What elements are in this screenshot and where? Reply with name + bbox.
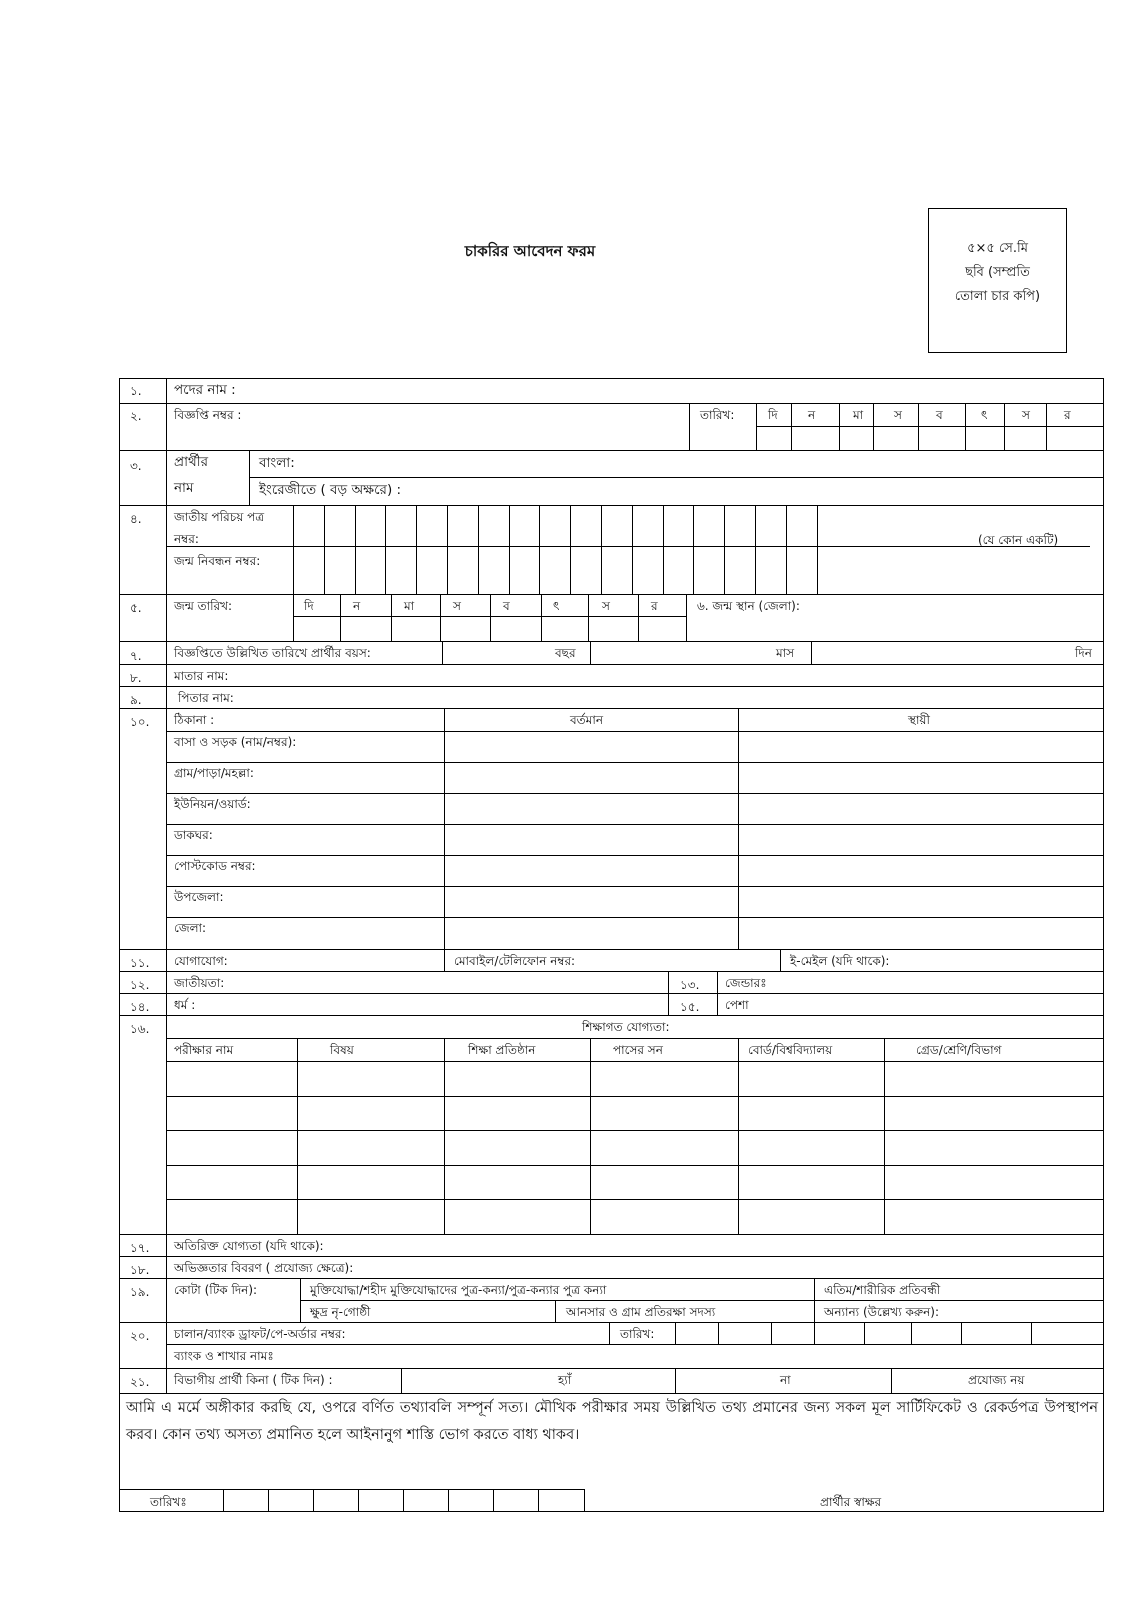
name-bangla-label: বাংলা:: [259, 455, 295, 471]
edu-header-board: বোর্ড/বিশ্ববিদ্যালয়: [748, 1043, 833, 1057]
row-13-number: ১৩.: [680, 978, 700, 992]
id-grid-divider: [755, 505, 756, 594]
id-grid-divider: [355, 505, 356, 594]
circular-date-letter-6: ৎ: [981, 408, 988, 422]
circular-date-letter-3: মা: [853, 408, 864, 422]
edu-header-exam: পরীক্ষার নাম: [174, 1043, 234, 1057]
id-grid-divider: [570, 505, 571, 594]
bank-branch-label: ব্যাংক ও শাখার নামঃ: [174, 1349, 274, 1363]
quota-ansar-vdp: আনসার ও গ্রাম প্রতিরক্ষা সদস্য: [566, 1305, 716, 1319]
row-17-number: ১৭.: [130, 1241, 150, 1255]
gender-label: জেন্ডারঃ: [725, 976, 767, 990]
mobile-label: মোবাইল/টেলিফোন নম্বর:: [454, 954, 576, 968]
address-permanent-header: স্থায়ী: [908, 713, 930, 727]
address-field-union: ইউনিয়ন/ওয়ার্ড:: [174, 797, 251, 811]
experience-label: অভিজ্ঞতার বিবরণ ( প্রযোজ্য ক্ষেত্রে):: [174, 1261, 354, 1275]
nationality-label: জাতীয়তা:: [174, 976, 225, 990]
id-grid-divider: [786, 505, 787, 594]
birth-registration-label: জন্ম নিবন্ধন নম্বর:: [174, 554, 261, 568]
id-grid-divider: [385, 505, 386, 594]
nid-label-2: নম্বর:: [174, 532, 199, 546]
religion-label: ধর্ম :: [174, 998, 196, 1012]
row-9-number: ৯.: [130, 693, 142, 707]
challan-label: চালান/ব্যাংক ড্রাফট/পে-অর্ডার নম্বর:: [174, 1327, 346, 1341]
birth-place-label: ৬. জন্ম স্থান (জেলা):: [697, 599, 800, 613]
photo-recent-text: ছবি (সম্প্রতি: [965, 265, 1030, 280]
circular-date-letter-4: স: [894, 408, 902, 422]
edu-header-grade: গ্রেড/শ্রেণি/বিভাগ: [916, 1043, 1002, 1057]
circular-date-label: তারিখ:: [700, 408, 735, 422]
education-label: শিক্ষাগত যোগ্যতা:: [582, 1020, 670, 1034]
circular-date-letter-2: ন: [808, 408, 816, 422]
quota-ethnic-minority: ক্ষুদ্র নৃ-গোষ্ঠী: [310, 1305, 371, 1319]
quota-orphan-disabled: এতিম/শারীরিক প্রতিবন্ধী: [824, 1283, 941, 1297]
row-3-number: ৩.: [130, 459, 142, 473]
quota-others: অন্যান্য (উল্লেখ্য করুন):: [824, 1305, 940, 1319]
circular-date-letter-1: দি: [768, 408, 778, 422]
row-5-number: ৫.: [130, 601, 142, 615]
edu-header-institution: শিক্ষা প্রতিষ্ঠান: [468, 1043, 536, 1057]
challan-date-label: তারিখ:: [620, 1327, 655, 1341]
quota-freedom-fighter: মুক্তিযোদ্ধা/শহীদ মুক্তিযোদ্ধাদের পুত্র-কন্যা/পুত্র-কন্যার পুত্র কন্যা: [310, 1283, 607, 1297]
row-18-number: ১৮.: [130, 1263, 150, 1277]
row-2-number: ২.: [130, 409, 142, 423]
age-label: বিজ্ঞপ্তিতে উল্লিখিত তারিখে প্রার্থীর বয়স:: [174, 646, 371, 660]
footer-date-label: তারিখঃ: [150, 1495, 187, 1509]
declaration-text: আমি এ মর্মে অঙ্গীকার করছি যে, ওপরে বর্ণিত তথ্যাবলি সম্পূর্ন সত্য। মৌখিক পরীক্ষার সময় উল্লিখিত তথ্য প্রমানের জন্য সকল মূল সার্টিফিকেট ও রেকর্ডপত্র উপস্থাপন করব। কোন তথ্য অসত্য প্রমানিত হলে আইনানুগ শাস্তি ভোগ করতে বাধ্য থাকব।: [126, 1400, 1098, 1443]
row-14-number: ১৪.: [130, 1000, 150, 1014]
address-field-postcode: পোস্টকোড নম্বর:: [174, 859, 256, 873]
id-grid-divider: [601, 505, 602, 594]
row-19-number: ১৯.: [130, 1285, 150, 1299]
id-grid-divider: [539, 505, 540, 594]
row-12-number: ১২.: [130, 978, 150, 992]
birth-date-letter-7: স: [602, 599, 610, 613]
row-8-number: ৮.: [130, 671, 142, 685]
address-field-village: গ্রাম/পাড়া/মহল্লা:: [174, 766, 254, 780]
id-grid-divider: [293, 505, 294, 594]
id-grid-divider: [324, 505, 325, 594]
post-name-label: পদের নাম :: [174, 382, 236, 398]
row-1-number: ১.: [130, 384, 142, 398]
row-7-number: ৭.: [130, 649, 142, 663]
address-present-header: বর্তমান: [570, 713, 603, 727]
option-not-applicable: প্রযোজ্য নয়: [968, 1373, 1025, 1387]
departmental-candidate-label: বিভাগীয় প্রার্থী কিনা ( টিক দিন) :: [174, 1373, 333, 1387]
birth-date-letter-4: স: [453, 599, 461, 613]
edu-header-subject: বিষয়: [330, 1043, 354, 1057]
email-label: ই-মেইল (যদি থাকে):: [790, 954, 890, 968]
birth-date-letter-3: মা: [404, 599, 415, 613]
name-english-label: ইংরেজীতে ( বড় অক্ষরে) :: [259, 482, 402, 498]
row-20-number: ২০.: [130, 1329, 150, 1343]
id-grid-divider: [724, 505, 725, 594]
birth-date-label: জন্ম তারিখ:: [174, 599, 233, 613]
quota-label: কোটা (টিক দিন):: [174, 1283, 258, 1297]
id-grid-divider: [693, 505, 694, 594]
id-grid-divider: [478, 505, 479, 594]
birth-date-letter-1: দি: [304, 599, 314, 613]
id-grid-divider: [817, 505, 818, 594]
form-title: চাকরির আবেদন ফরম: [464, 242, 596, 260]
id-grid-divider: [632, 505, 633, 594]
circular-date-letter-5: ব: [936, 408, 943, 422]
option-no: না: [780, 1373, 791, 1387]
id-grid-divider: [509, 505, 510, 594]
row-11-number: ১১.: [130, 956, 150, 970]
edu-header-passing-year: পাসের সন: [613, 1043, 663, 1057]
occupation-label: পেশা: [725, 998, 749, 1012]
circular-date-letter-7: স: [1022, 408, 1030, 422]
photo-copies-text: তোলা চার কপি): [954, 289, 1041, 304]
photo-size-text: ৫×৫ সে.মি: [967, 241, 1028, 256]
any-one-note: (যে কোন একটি): [978, 533, 1059, 547]
father-name-label: পিতার নাম:: [178, 691, 234, 705]
photo-box: [928, 208, 1067, 353]
row-16-number: ১৬.: [130, 1022, 150, 1036]
nid-label-1: জাতীয় পরিচয় পত্র: [174, 510, 265, 524]
age-month-label: মাস: [776, 646, 795, 660]
row-15-number: ১৫.: [680, 1000, 700, 1014]
circular-date-letter-8: র: [1064, 408, 1071, 422]
applicant-name-label-1: প্রার্থীর: [174, 454, 209, 470]
id-grid-divider: [416, 505, 417, 594]
address-field-house: বাসা ও সড়ক (নাম/নম্বর):: [174, 735, 297, 749]
option-yes: হ্যাঁ: [558, 1373, 572, 1387]
row-21-number: ২১.: [130, 1375, 150, 1389]
row-4-number: ৪.: [130, 512, 142, 526]
mother-name-label: মাতার নাম:: [174, 669, 229, 683]
address-field-upazila: উপজেলা:: [174, 890, 224, 904]
age-day-label: দিন: [1075, 646, 1092, 660]
circular-number-label: বিজ্ঞপ্তি নম্বর :: [174, 408, 242, 422]
row-10-number: ১০.: [130, 715, 150, 729]
birth-date-letter-8: র: [651, 599, 658, 613]
address-label: ঠিকানা :: [174, 713, 215, 727]
id-grid-divider: [663, 505, 664, 594]
birth-date-letter-5: ব: [503, 599, 510, 613]
birth-date-letter-6: ৎ: [553, 599, 560, 613]
additional-qualification-label: অতিরিক্ত যোগ্যতা (যদি থাকে):: [174, 1239, 324, 1253]
address-field-district: জেলা:: [174, 921, 207, 935]
application-form-table: [119, 378, 1104, 1512]
contact-label: যোগাযোগ:: [174, 954, 228, 968]
age-year-label: বছর: [555, 646, 576, 660]
address-field-post-office: ডাকঘর:: [174, 828, 213, 842]
applicant-signature-label: প্রার্থীর স্বাক্ষর: [820, 1495, 882, 1509]
applicant-name-label-2: নাম: [174, 480, 194, 496]
birth-date-letter-2: ন: [353, 599, 361, 613]
id-grid-divider: [447, 505, 448, 594]
